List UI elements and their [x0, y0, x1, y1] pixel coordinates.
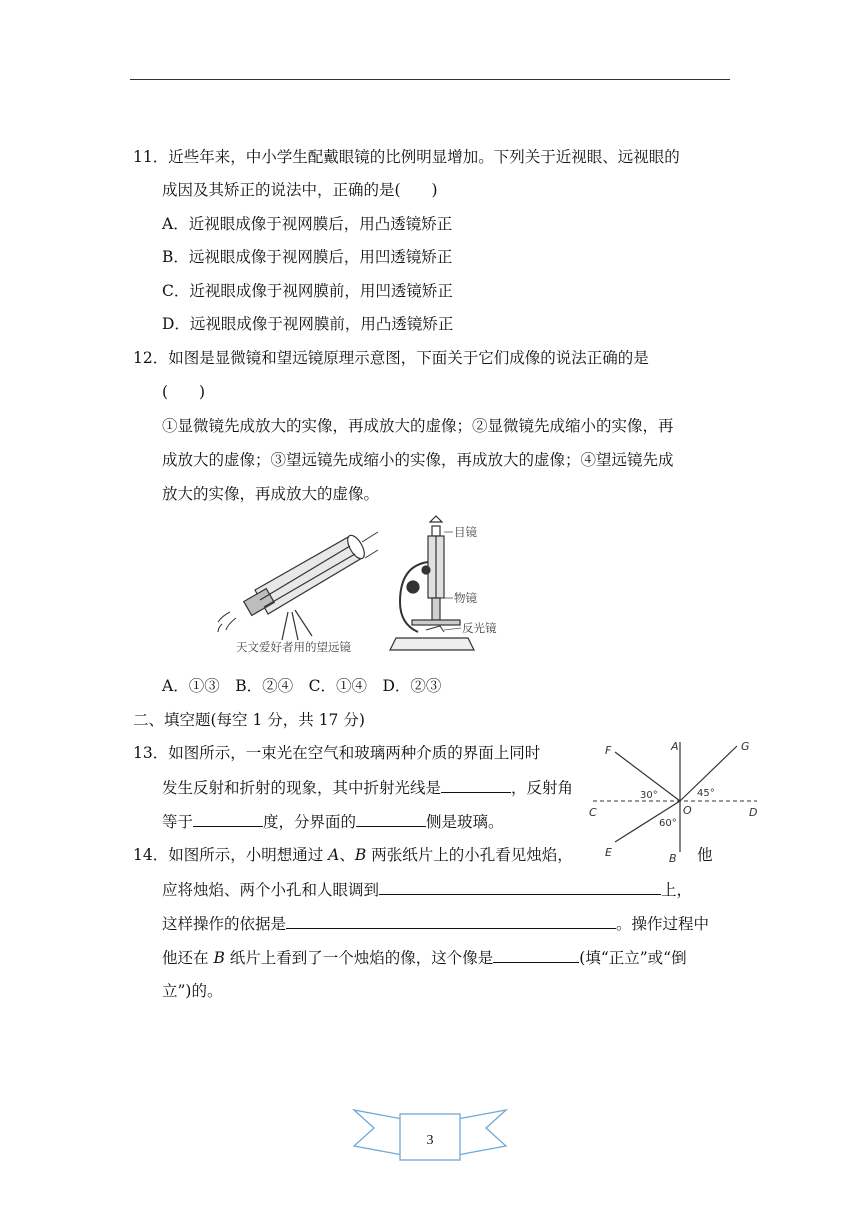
q14-var-a: A [328, 846, 340, 864]
q14-text-4c: (填“正立”或“倒 [579, 949, 687, 967]
answer-blank-principle[interactable] [286, 913, 616, 929]
label-F: F [605, 744, 612, 757]
q14-text-1b: 两张纸片上的小孔看见烛焰， [366, 846, 573, 864]
q14-stem-line1 [133, 845, 573, 865]
q14-text-4b: 纸片上看到了一个烛焰的像，这个像是 [224, 949, 494, 967]
q11-option-d: D．远视眼成像于视网膜前，用凸透镜矫正 [162, 315, 454, 333]
q14-stem-line5: 立”)的。 [162, 982, 223, 1000]
answer-blank-refracted-ray[interactable] [441, 777, 511, 793]
angle-45: 45° [697, 788, 715, 799]
page-number-ribbon [352, 1104, 508, 1164]
label-eyepiece: 目镜 [454, 525, 477, 539]
label-C: C [589, 806, 597, 819]
q14-text-3b: 。操作过程中 [616, 915, 710, 933]
q14-stem-line4 [162, 947, 687, 968]
q14-text-2a: 应将烛焰、两个小孔和人眼调到 [162, 881, 380, 899]
q14-stem-line3 [162, 913, 709, 934]
label-O: O [683, 804, 692, 817]
q12-body-line2: 成放大的虚像；③望远镜先成缩小的实像，再成放大的虚像；④望远镜先成 [162, 451, 674, 469]
section-title: 二、填空题(每空 1 分，共 17 分) [133, 711, 365, 729]
label-B: B [669, 852, 677, 864]
q13-stem-line2 [162, 777, 573, 798]
label-A: A [671, 740, 679, 753]
answer-blank-reflection-angle[interactable] [193, 811, 263, 827]
telescope-caption: 天文爱好者用的望远镜 [236, 640, 351, 654]
q12-figure [200, 512, 520, 660]
q11-option-a: A．近视眼成像于视网膜后，用凸透镜矫正 [162, 215, 453, 233]
q13-text-3a: 等于 [162, 813, 194, 831]
q13-ray-diagram [585, 734, 765, 864]
header-rule [130, 79, 730, 80]
q13-stem-line1: 13．如图所示，一束光在空气和玻璃两种介质的界面上同时 [133, 744, 541, 762]
label-objective: 物镜 [454, 591, 477, 605]
q13-stem-line3 [162, 811, 504, 832]
label-D: D [749, 806, 758, 819]
q12-body-line3: 放大的实像，再成放大的虚像。 [162, 485, 380, 503]
q13-text-3b: 度，分界面的 [263, 813, 357, 831]
q12-stem-line1: 12．如图是显微镜和望远镜原理示意图，下面关于它们成像的说法正确的是 [133, 349, 649, 367]
answer-blank-image-orientation[interactable] [493, 947, 579, 963]
q12-body-line1: ①显微镜先成放大的实像，再成放大的虚像；②显微镜先成缩小的实像，再 [162, 417, 674, 435]
q14-text-4a: 他还在 [162, 949, 214, 967]
angle-30: 30° [640, 790, 658, 801]
answer-blank-straight-line[interactable] [379, 879, 661, 895]
q14-var-b: B [354, 846, 367, 864]
q14-stem-line2 [162, 879, 692, 900]
angle-60: 60° [659, 818, 677, 829]
q14-text-2b: 上， [661, 881, 693, 899]
q12-options: A．①③ B．②④ C．①④ D．②③ [162, 677, 442, 695]
q14-text-1c: 他 [697, 846, 713, 864]
q14-sep: 、 [339, 846, 355, 864]
q11-stem-line2: 成因及其矫正的说法中，正确的是( ) [162, 181, 438, 199]
q11-stem-line1: 11．近些年来，中小学生配戴眼镜的比例明显增加。下列关于近视眼、远视眼的 [133, 148, 680, 166]
telescope-illustration [218, 532, 378, 640]
label-mirror: 反光镜 [462, 621, 497, 635]
label-G: G [741, 740, 750, 753]
q13-text-2b: ，反射角 [511, 779, 574, 797]
answer-blank-glass-side[interactable] [356, 811, 426, 827]
q13-text-2a: 发生反射和折射的现象，其中折射光线是 [162, 779, 442, 797]
q14-text-1a: 14．如图所示，小明想通过 [133, 846, 329, 864]
q13-text-3c: 侧是玻璃。 [426, 813, 504, 831]
q11-option-b: B．远视眼成像于视网膜后，用凹透镜矫正 [162, 248, 453, 266]
q11-option-c: C．近视眼成像于视网膜前，用凹透镜矫正 [162, 282, 453, 300]
q14-var-b2: B [213, 949, 225, 967]
q12-stem-line2: ( ) [162, 383, 206, 401]
q14-text-3a: 这样操作的依据是 [162, 915, 287, 933]
label-E: E [605, 846, 612, 859]
page-number: 3 [426, 1133, 434, 1148]
